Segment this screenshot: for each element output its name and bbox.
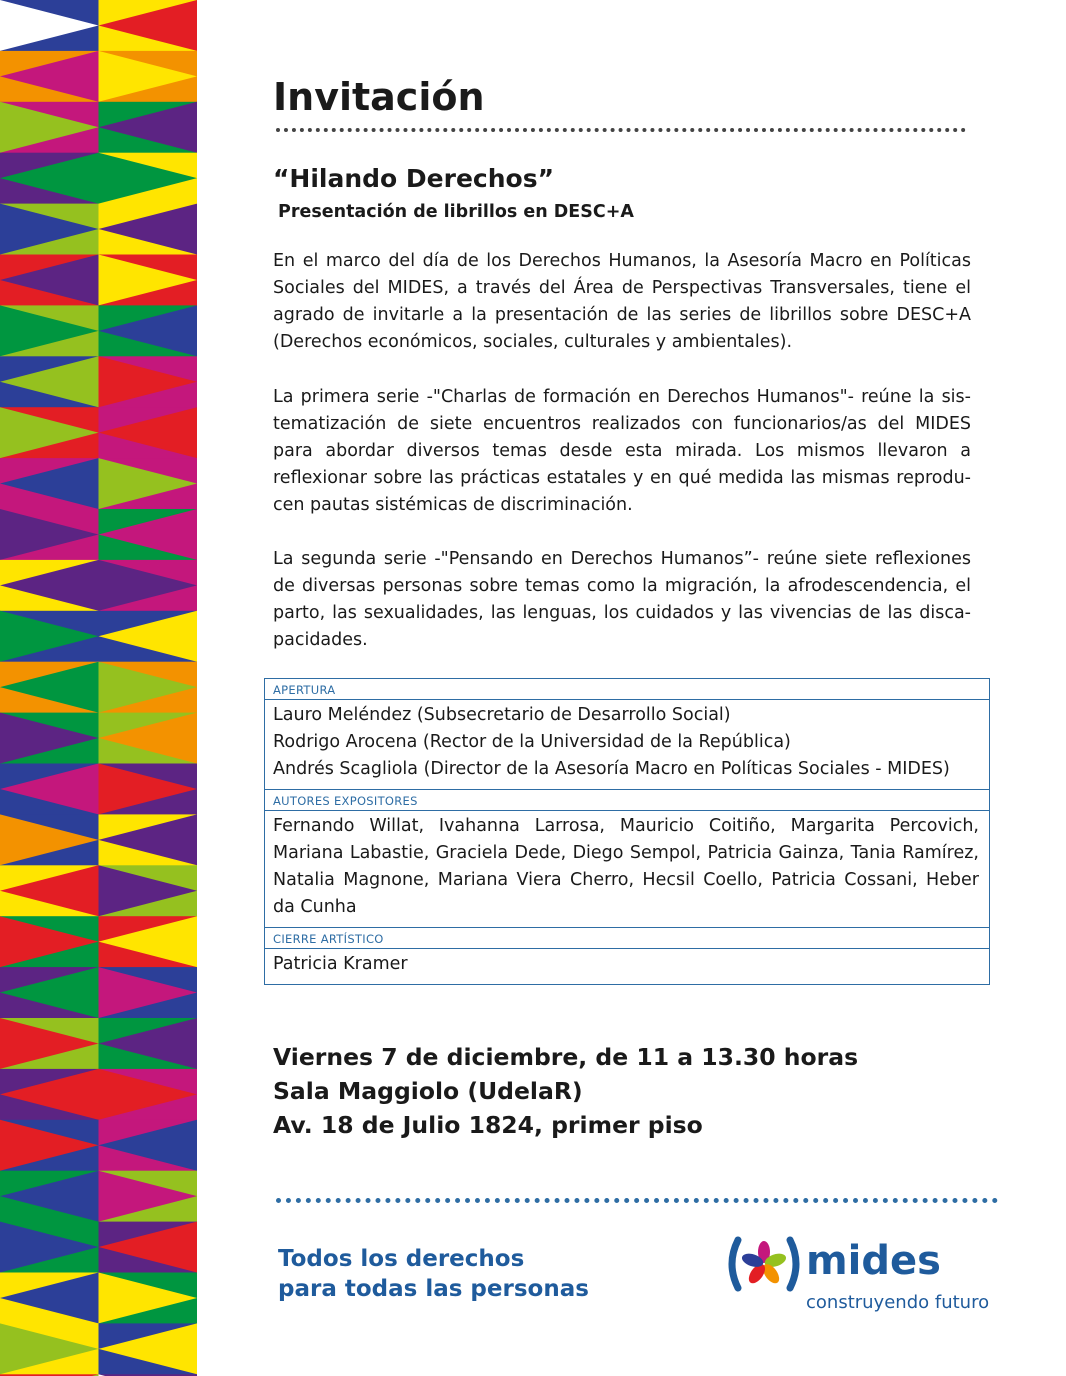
event-title: “Hilando Derechos”: [273, 164, 555, 193]
footer-dotted-divider: [276, 1198, 998, 1203]
event-details: [273, 1040, 858, 1142]
autores-heading: AUTORES EXPOSITORES: [265, 790, 989, 811]
logo-tagline: construyendo futuro: [806, 1292, 990, 1313]
cierre-section: [265, 928, 989, 984]
title-dotted-divider: [276, 128, 966, 132]
autores-list: Fernando Willat, Ivahanna Larrosa, Mauricio Coitiño, Margarita Percovich, Mariana Labastie, Graciela Dede, Diego Sempol, Patricia Gainza, Tania Ramírez, Natalia Magnone, Mariana Viera Cherro, Hecsil Coello, Patricia Cossani, Heber da Cunha: [273, 816, 979, 917]
page-title: Invitación: [273, 75, 485, 119]
slogan: [278, 1244, 589, 1304]
event-date: Viernes 7 de diciembre, de 11 a 13.30 horas: [273, 1043, 859, 1071]
cierre-artist: Patricia Kramer: [273, 954, 408, 974]
mides-logo: [724, 1234, 1004, 1324]
asterisk-star-logo-icon: [724, 1234, 804, 1294]
slogan-line: Todos los derechos: [278, 1246, 525, 1272]
apertura-section: [265, 679, 989, 790]
event-address: Av. 18 de Julio 1824, primer piso: [273, 1111, 703, 1139]
cierre-heading: CIERRE ARTÍSTICO: [265, 928, 989, 949]
speaker-line: Lauro Meléndez (Subsecretario de Desarrollo Social): [273, 705, 731, 725]
intro-paragraph: En el marco del día de los Derechos Humanos, la Asesoría Macro en Políticas Sociales del MIDES, a través del Área de Perspectivas Transversales, tiene el agrado de invitarle a la presentación de las series de librillos sobre DESC+A (Derechos económicos, sociales, culturales y ambientales).: [273, 251, 971, 352]
event-venue: Sala Maggiolo (UdelaR): [273, 1077, 583, 1105]
event-subtitle: Presentación de librillos en DESC+A: [278, 202, 634, 222]
logo-wordmark: mides: [806, 1238, 941, 1284]
slogan-line: para todas las personas: [278, 1276, 589, 1302]
decorative-triangle-stripe: [0, 0, 197, 1376]
autores-section: [265, 790, 989, 928]
speaker-line: Rodrigo Arocena (Rector de la Universidad de la República): [273, 732, 791, 752]
program-box: [264, 678, 990, 985]
apertura-speakers: [265, 700, 989, 789]
speaker-line: Andrés Scagliola (Director de la Asesoría Macro en Políticas Sociales - MIDES): [273, 759, 950, 779]
apertura-heading: APERTURA: [265, 679, 989, 700]
first-series-paragraph: La primera serie -"Charlas de formación en Derechos Humanos"- reúne la sistematización de siete encuentros realizados con funcionarios/as del MIDES para abordar diversos temas desde esta mirada. Los mismos llevaron a reflexionar sobre las prácticas estatales y en qué medida las mismas reproducen pautas sistémicas de discriminación.: [273, 387, 971, 515]
second-series-paragraph: La segunda serie -"Pensando en Derechos Humanos”- reúne siete reflexiones de diversas personas sobre temas como la migración, la afrodescendencia, el parto, las sexualidades, las lenguas, los cuidados y las vivencias de las discapacidades.: [273, 549, 971, 650]
